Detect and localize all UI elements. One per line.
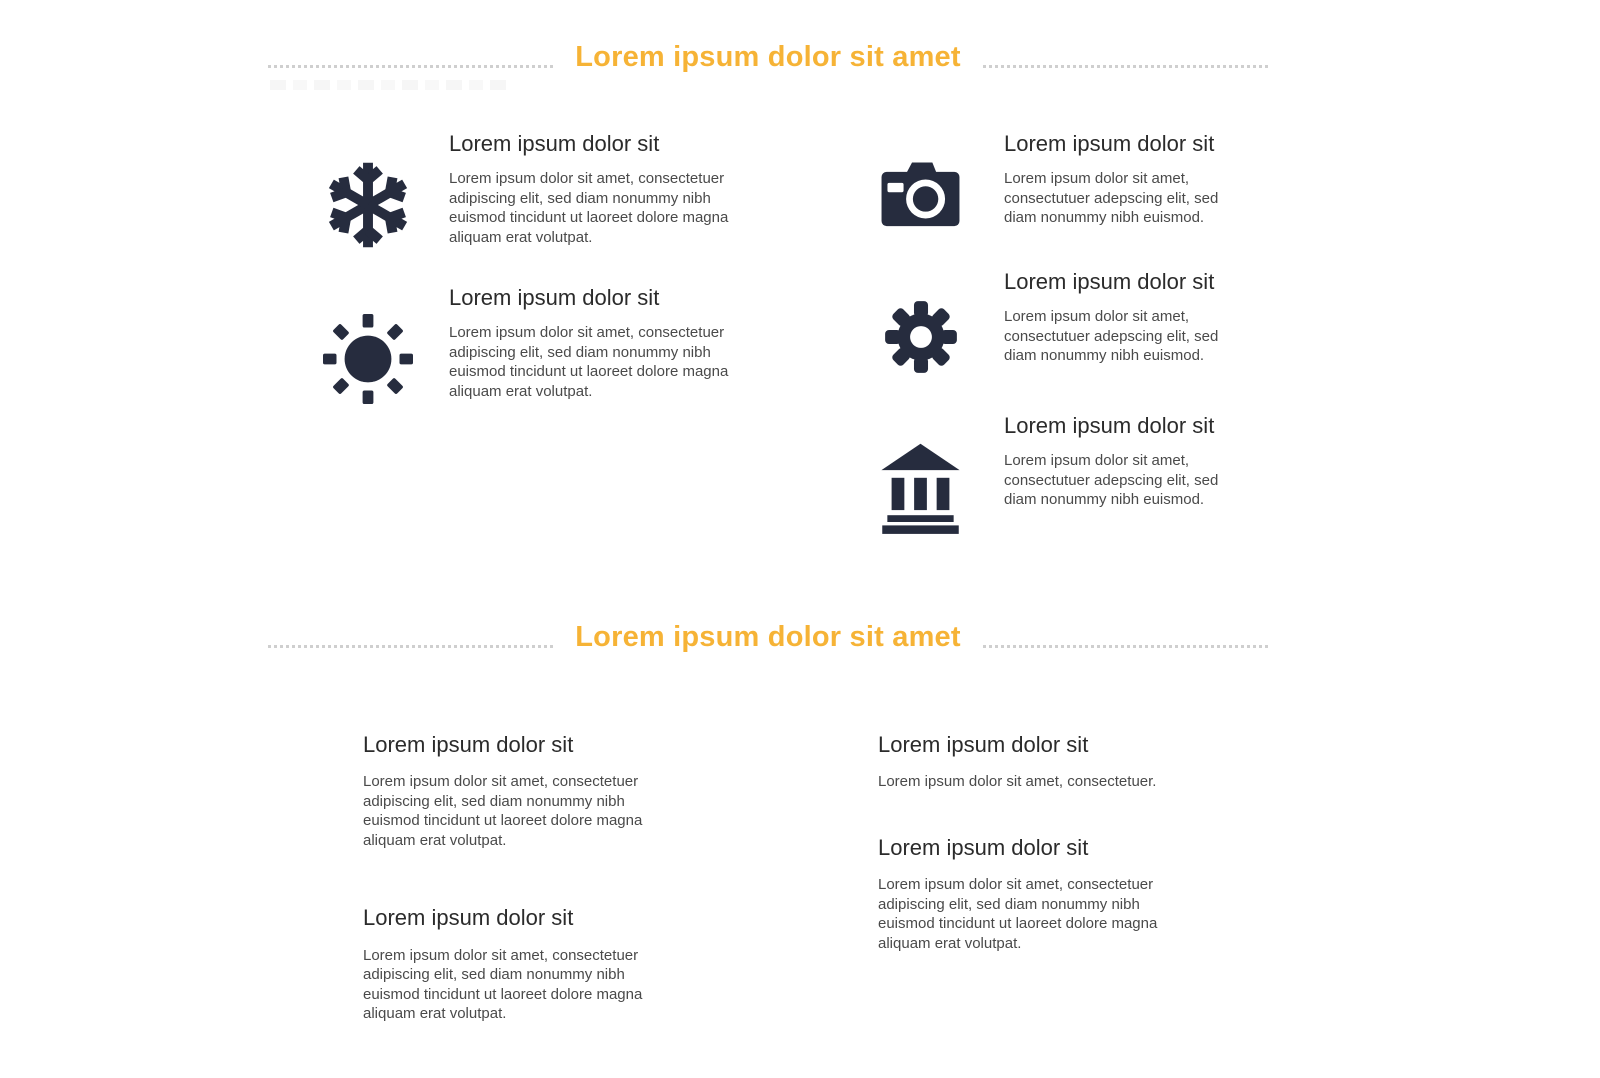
text-block [878, 834, 1198, 954]
section-features [262, 40, 1274, 570]
feature-item-bank [878, 412, 1234, 534]
section-text-blocks [262, 620, 1274, 1078]
infographic-page [262, 40, 1274, 1078]
text-block [878, 731, 1198, 792]
feature-item-camera [878, 130, 1234, 232]
feature-text [449, 130, 751, 250]
feature-item-gear [878, 268, 1234, 376]
feature-heading: Lorem ipsum dolor sit [1004, 412, 1215, 438]
feature-body: Lorem ipsum dolor sit amet, consectutuer adepscing elit, sed diam nonummy nibh euismod. [1004, 308, 1219, 365]
feature-text [1004, 130, 1234, 232]
text-block [363, 904, 777, 1024]
feature-body: Lorem ipsum dolor sit amet, consectutuer adepscing elit, sed diam nonummy nibh euismod. [1004, 170, 1219, 227]
feature-text [1004, 412, 1234, 534]
feature-body: Lorem ipsum dolor sit amet, consectetuer adipiscing elit, sed diam nonummy nibh euismod tincidunt ut laoreet dolore magna aliquam erat volutpat. [449, 170, 729, 246]
divider-dotted-left [268, 65, 553, 68]
feature-text [449, 284, 751, 404]
text-block-body: Lorem ipsum dolor sit amet, consectetuer adipiscing elit, sed diam nonummy nibh euismod tincidunt ut laoreet dolore magna aliquam erat volutpat. [363, 773, 643, 849]
camera-icon [878, 160, 963, 232]
feature-item-snowflake [262, 130, 782, 250]
feature-heading: Lorem ipsum dolor sit [449, 130, 660, 156]
text-column-left [262, 731, 777, 1078]
divider-dotted-right [983, 65, 1268, 68]
feature-heading: Lorem ipsum dolor sit [1004, 130, 1215, 156]
feature-heading: Lorem ipsum dolor sit [449, 284, 660, 310]
text-block-heading: Lorem ipsum dolor sit [878, 731, 1089, 757]
sun-icon [323, 314, 413, 404]
text-block-body: Lorem ipsum dolor sit amet, consectetuer adipiscing elit, sed diam nonummy nibh euismod tincidunt ut laoreet dolore magna aliquam erat volutpat. [363, 946, 643, 1023]
snowflake-icon [323, 160, 413, 250]
section-title: Lorem ipsum dolor sit amet [575, 41, 961, 73]
text-column-right [878, 731, 1198, 1078]
feature-column-left [262, 130, 782, 570]
section-header [262, 40, 1274, 75]
feature-column-right [878, 130, 1234, 570]
text-block [363, 731, 777, 851]
feature-columns [262, 130, 1274, 570]
divider-dotted-right [983, 645, 1268, 648]
text-block-heading: Lorem ipsum dolor sit [878, 834, 1089, 860]
divider-dotted-left [268, 645, 553, 648]
text-columns [262, 731, 1274, 1078]
feature-text [1004, 268, 1234, 376]
gear-icon [878, 298, 963, 376]
ghost-text-artifact [270, 80, 512, 90]
bank-icon [878, 442, 963, 534]
section-header [262, 620, 1274, 655]
feature-body: Lorem ipsum dolor sit amet, consectetuer adipiscing elit, sed diam nonummy nibh euismod tincidunt ut laoreet dolore magna aliquam erat volutpat. [449, 324, 729, 400]
text-block-body: Lorem ipsum dolor sit amet, consectetuer. [878, 773, 1157, 791]
feature-body: Lorem ipsum dolor sit amet, consectutuer adepscing elit, sed diam nonummy nibh euismod. [1004, 452, 1219, 509]
feature-heading: Lorem ipsum dolor sit [1004, 268, 1215, 294]
text-block-heading: Lorem ipsum dolor sit [363, 905, 574, 931]
text-block-body: Lorem ipsum dolor sit amet, consectetuer adipiscing elit, sed diam nonummy nibh euismod tincidunt ut laoreet dolore magna aliquam erat volutpat. [878, 876, 1158, 952]
section-title: Lorem ipsum dolor sit amet [575, 620, 961, 653]
feature-item-sun [262, 284, 782, 404]
text-block-heading: Lorem ipsum dolor sit [363, 731, 574, 757]
